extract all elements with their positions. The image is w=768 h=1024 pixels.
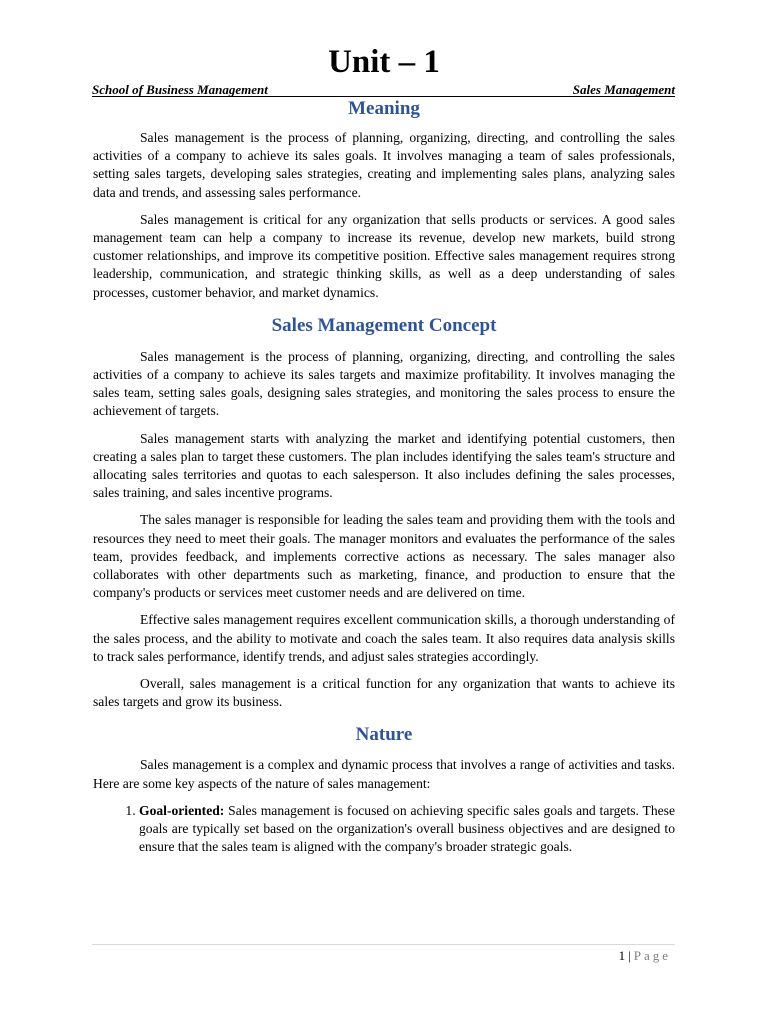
unit-title: Unit – 1 [328, 44, 440, 80]
page-footer [619, 947, 671, 965]
header-school-name: School of Business Management [92, 82, 268, 97]
concept-paragraph-1: Sales management is the process of planning, organizing, directing, and controlling the sales activities of a company to achieve its sales targets and maximize profitability. It involves managing the sales team, setting sales goals, designing sales strategies, and monitoring the sales process to ensure the achievement of targets. [93, 348, 675, 419]
heading-sales-management-concept: Sales Management Concept [271, 314, 497, 336]
list-item-label: Goal-oriented: [139, 802, 225, 818]
concept-paragraph-2: Sales management starts with analyzing the market and identifying potential customers, then creating a sales plan to target these customers. The plan includes identifying the sales team's structure and allocating sales territories and quotas to each salesperson. It also includes defining the sales processes, sales training, and sales incentive programs. [93, 430, 675, 501]
header-subject-name: Sales Management [572, 82, 675, 97]
nature-paragraph-1: Sales management is a complex and dynamic process that involves a range of activities and tasks. Here are some key aspects of the nature of sales management: [93, 757, 675, 791]
heading-nature: Nature [355, 724, 413, 746]
concept-paragraph-5: Overall, sales management is a critical function for any organization that wants to achieve its sales targets and grow its business. [93, 676, 675, 710]
meaning-paragraph-2: Sales management is critical for any organization that sells products or services. A good sales management team can help a company to increase its revenue, develop new markets, build strong customer relationships, and improve its competitive position. Effective sales management requires strong leadership, communication, and strategic thinking skills, as well as a deep understanding of sales processes, customer behavior, and market dynamics. [93, 211, 675, 300]
meaning-paragraph-1: Sales management is the process of planning, organizing, directing, and controlling the sales activities of a company to achieve its sales goals. It involves managing a team of sales professionals, setting sales targets, developing sales strategies, creating and implementing sales plans, analyzing sales data and trends, and assessing sales performance. [93, 130, 675, 200]
list-item [139, 802, 675, 857]
concept-paragraph-4: Effective sales management requires excellent communication skills, a thorough understanding of the sales process, and the ability to motivate and coach the sales team. It also requires data analysis skills to track sales performance, identify trends, and adjust sales strategies accordingly. [93, 612, 675, 664]
page-number: 1 [618, 948, 626, 963]
list-item-text: Sales management is focused on achieving specific sales goals and targets. These goals are typically set based on the organization's overall business objectives and are designed to ensure that the sales team is aligned with the company's broader strategic goals. [139, 802, 675, 855]
footer-divider [92, 944, 675, 945]
heading-meaning: Meaning [348, 98, 420, 119]
page-label: Page [633, 948, 671, 963]
concept-paragraph-3: The sales manager is responsible for leading the sales team and providing them with the tools and resources they need to meet their goals. The manager monitors and evaluates the performance of the sales team, provides feedback, and implements corrective actions as necessary. The sales manager also collaborates with other departments such as marketing, finance, and production to ensure that the company's products or services meet customer needs and are delivered on time. [93, 512, 675, 601]
footer-separator: | [628, 948, 631, 963]
nature-aspects-list [93, 802, 675, 857]
page-body [93, 96, 675, 857]
